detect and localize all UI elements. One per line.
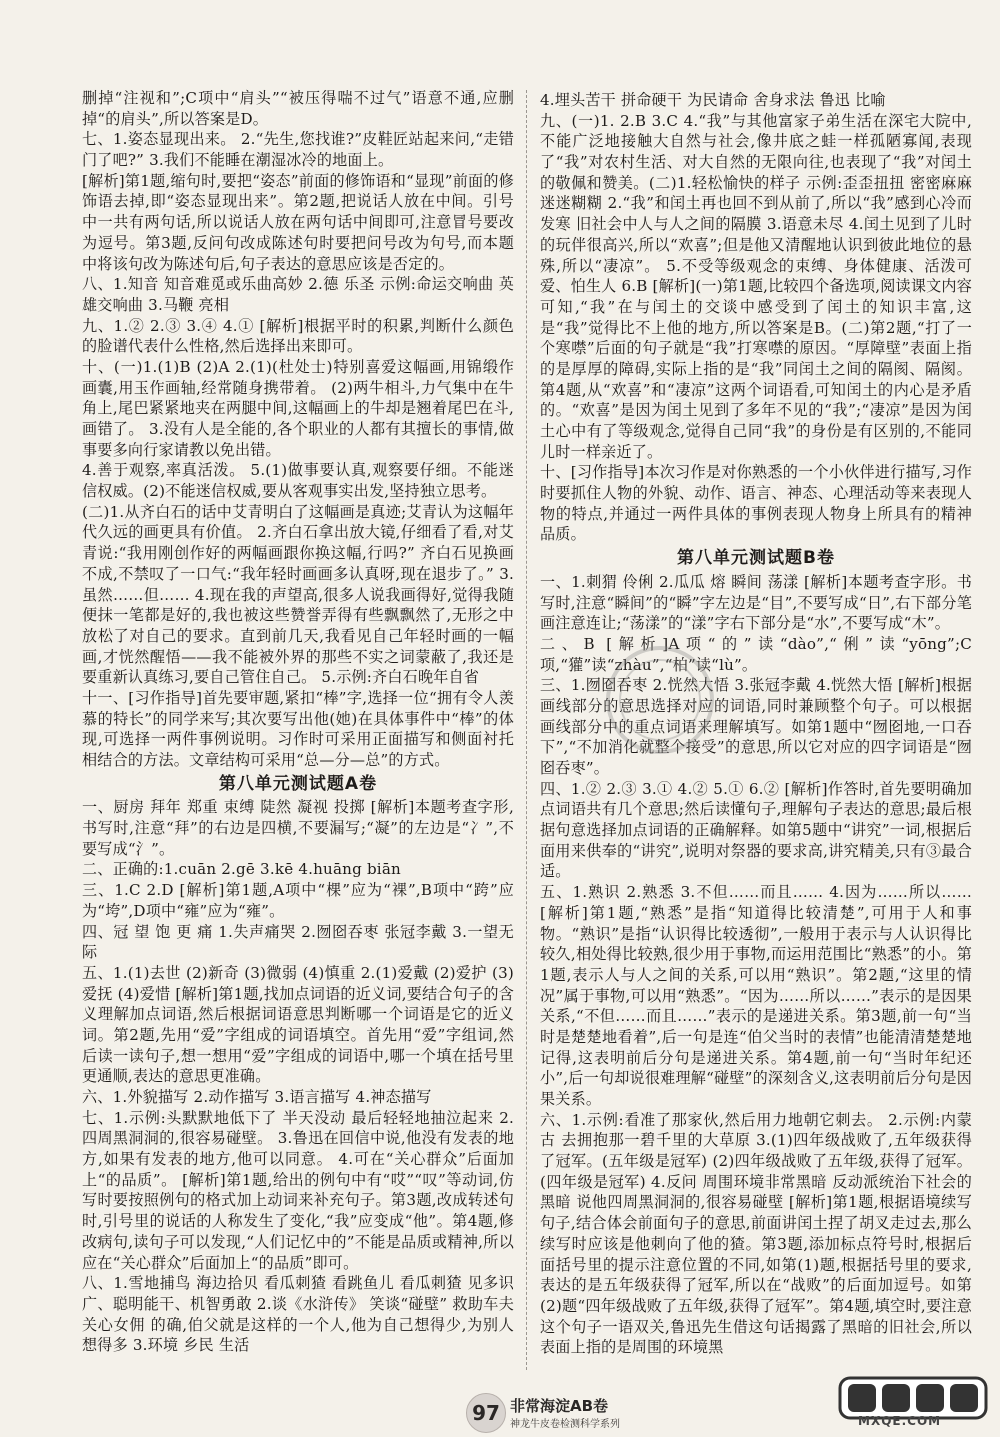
page-number: 97 <box>466 1393 506 1433</box>
answer-paragraph: 七、1.姿态显现出来。 2.“先生,您找谁?”皮鞋匠站起来问,“走错门了吧?” 3.我们不能睡在潮湿冰冷的地面上。 <box>82 130 514 170</box>
answer-paragraph: 一、厨房 拜年 郑重 束缚 陡然 凝视 投掷 [解析]本题考查字形,书写时,注意“拜”的右边是四横,不要漏写;“凝”的左边是“冫”,不要写成“氵”。 <box>82 798 514 858</box>
column-divider <box>526 90 527 1370</box>
answer-paragraph: 六、1.外貌描写 2.动作描写 3.语言描写 4.神态描写 <box>82 1088 432 1106</box>
answer-paragraph: 七、1.示例:头默默地低下了 半天没动 最后轻轻地抽泣起来 2.四周黑洞洞的,很容易碰壁。 3.鲁迅在回信中说,他没有发表的地方,如果有发表的地方,他可以同意。 4.可在“关心群众”后面加上“的品质”。 [解析]第1题,给出的例句中有“哎”“叹”等动词,仿写时要按照例句的格式加上动词来补充句子。第3题,改成转述句时,引号里的说话的人称发生了变化,“我”应变成“他”。第4题,修改病句,读句子可以发现,“人们记忆中的”不能是品质或精神,所以应在“关心群众”后面加上“的品质”即可。 <box>82 1108 514 1272</box>
answer-paragraph: 九、1.② 2.③ 3.④ 4.① [解析]根据平时的积累,判断什么颜色的脸谱代表什么性格,然后选择出来即可。 <box>82 316 514 356</box>
left-answer-column <box>82 88 514 1356</box>
answer-paragraph: 九、(一)1. 2.B 3.C 4.“我”与其他富家子弟生活在深宅大院中,不能广泛地接触大自然与社会,像井底之蛙一样孤陋寡闻,表现了“我”对农村生活、对大自然的无限向往,也表现了“我”对闰土的敬佩和赞美。(二)1.轻松愉快的样子 示例:歪歪扭扭 密密麻麻 迷迷糊糊 2.“我”和闰土再也回不到从前了,所以“我”感到心冷而发寒 旧社会中人与人之间的隔膜 3.语意未尽 4.闰土见到了儿时的玩伴很高兴,所以“欢喜”;但是他又清醒地认识到彼此地位的悬殊,所以“凄凉”。 5.不受等级观念的束缚、身体健康、活泼可爱、怕生人 6.B [解析](一)第1题,比较四个备选项,阅读课文内容可知,“我”在与闰土的交谈中感受到了闰土的知识丰富,这是“我”觉得比不上他的地方,所以答案是B。(二)第2题,“打了一个寒噤”后面的句子就是“我”打寒噤的原因。“厚障壁”表面上指的是厚厚的障碍,实际上指的是“我”同闰土之间的隔阂、隔阂。第4题,从“欢喜”和“凄凉”这两个词语看,可知闰土的内心是矛盾的。“欢喜”是因为闰土见到了多年不见的“我”;“凄凉”是因为闰土心中有了等级观念,觉得自己同“我”的身份是有区别的,不能同儿时一样亲近了。 <box>540 111 972 461</box>
faint-stamp-watermark <box>600 640 720 760</box>
section-heading: 第八单元测试题A卷 <box>218 773 378 794</box>
answer-paragraph: 八、1.雪地捕鸟 海边拾贝 看瓜刺猹 看跳鱼儿 看瓜刺猹 见多识广、聪明能干、机智勇敢 2.谈《水浒传》 笑谈“碰壁” 救助车夫 关心女佣 的确,伯父就是这样的一个人,他为自己想得少,为别人想得多 3.环境 乡民 生活 <box>82 1274 514 1355</box>
answer-paragraph: 十一、[习作指导]首先要审题,紧扣“棒”字,选择一位“拥有令人羡慕的特长”的同学来写;其次要写出他(她)在具体事件中“棒”的体现,可选择一两件事例说明。习作时可采用正面描写和侧面衬托相结合的方法。文章结构可采用“总—分—总”的方式。 <box>82 688 514 769</box>
answer-paragraph: 八、1.知音 知音难觅或乐曲高妙 2.德 乐圣 示例:命运交响曲 英雄交响曲 3.马鞭 亮相 <box>82 275 514 314</box>
answer-paragraph: [解析]第1题,缩句时,要把“姿态”前面的修饰语和“显现”前面的修饰语去掉,即“姿态显现出来”。第2题,把说话人放在中间。引号中一共有两句话,所以说话人放在两句话中间即可,注意冒号要改为逗号。第3题,反问句改成陈述句时要把问号改为句号,而本题中将该句改为陈述句后,句子表达的意思应该是否定的。 <box>82 171 514 273</box>
answer-paragraph: 4.善于观察,率真活泼。 5.(1)做事要认真,观察要仔细。不能迷信权威。(2)不能迷信权威,要从客观事实出发,坚持独立思考。 <box>82 461 514 501</box>
answer-paragraph: 三、1.囫囵吞枣 2.恍然大悟 3.张冠李戴 4.恍然大悟 [解析]根据画线部分的意思选择对应的词语,同时兼顾整个句子。可以根据画线部分中的重点词语来理解填写。如第1题中“囫囵地,一口吞下”,“不加消化就整个接受”的意思,所以它对应的四字词语是“囫囵吞枣”。 <box>540 676 972 777</box>
answer-paragraph: 五、1.(1)去世 (2)新奇 (3)微弱 (4)慎重 2.(1)爱戴 (2)爱护 (3)爱抚 (4)爱惜 [解析]第1题,找加点词语的近义词,要结合句子的含义理解加点词语,然后根据词语意思判断哪一个词语是它的近义词。第2题,先用“爱”字组成的词语填空。首先用“爱”字组词,然后读一读句子,想一想用“爱”字组成的词语中,哪一个填在括号里更通顺,表达的意思更准确。 <box>82 963 514 1086</box>
answer-paragraph: 十、[习作指导]本次习作是对你熟悉的一个小伙伴进行描写,习作时要抓住人物的外貌、动作、语言、神态、心理活动等来表现人物的特点,并通过一两件具体的事例表现人物身上所具有的精神品质。 <box>540 463 972 544</box>
answer-paragraph: 四、1.② 2.③ 3.① 4.② 5.① 6.② [解析]作答时,首先要明确加点词语共有几个意思;然后读懂句子,理解句子表达的意思;最后根据句意选择加点词语的正确解释。如第5题中“讲究”一词,根据后面用来供奉的“讲究”,说明对祭器的要求高,讲究精美,只有③最合适。 <box>540 779 972 881</box>
series-subtitle: 神龙牛皮卷检测科学系列 <box>510 1419 620 1430</box>
answer-paragraph: 十、(一)1.(1)B (2)A 2.(1)(杜处士)特别喜爱这幅画,用锦缎作画囊,用玉作画轴,经常随身携带着。 (2)两牛相斗,力气集中在牛角上,尾巴紧紧地夹在两腿中间,这幅画上的牛却是翘着尾巴在斗,画错了。 3.没有人是全能的,各个职业的人都有其擅长的事情,做事要多向行家请教以免出错。 <box>82 357 514 459</box>
answer-paragraph: 删掉“注视和”;C项中“肩头”“被压得喘不过气”语意不通,应删掉“的肩头”,所以答案是D。 <box>82 89 514 128</box>
answer-paragraph: 4.埋头苦干 拼命硬干 为民请命 舍身求法 鲁迅 比喻 <box>540 91 886 109</box>
answer-paragraph: 五、1.熟识 2.熟悉 3.不但……而且…… 4.因为……所以…… [解析]第1题,“熟悉”是指“知道得比较清楚”,可用于人和事物。“熟识”是指“认识得比较透彻”,一般用于表示与人认识得比较久,相处得比较熟,很少用于事物,而运用范围比“熟悉”的小。第1题,表示人与人之间的关系,可以用“熟识”。第2题,“这里的情况”属于事物,可以用“熟悉”。“因为……所以……”表示的是因果关系,“不但……而且……”表示的是递进关系。第3题,前一句“当时是楚楚地看着”,后一句是连“伯父当时的表情”也能清清楚楚地记得,这表明前后分句是递进关系。第4题,前一句“当时年纪还小”,后一句却说很难理解“碰壁”的深刻含义,这表明前后分句是因果关系。 <box>540 883 972 1108</box>
answer-paragraph: 三、1.C 2.D [解析]第1题,A项中“棵”应为“裸”,B项中“跨”应为“垮”,D项中“雍”应为“雍”。 <box>82 881 514 920</box>
answer-paragraph: 一、1.刺猬 伶俐 2.瓜瓜 熔 瞬间 荡漾 [解析]本题考查字形。书写时,注意“瞬间”的“瞬”字左边是“目”,不要写成“日”,右下部分笔画注意连让;“荡漾”的“漾”字右下部分是“水”,不要写成“木”。 <box>540 572 972 633</box>
watermark-url: MXQE.COM <box>858 1414 942 1428</box>
page-footer <box>460 1393 900 1437</box>
answer-paragraph: 六、1.示例:看准了那家伙,然后用力地朝它刺去。 2.示例:内蒙古 去拥抱那一碧千里的大草原 3.(1)四年级战败了,五年级获得了冠军。(五年级是冠军) (2)四年级战败了五年级,获得了冠军。(四年级是冠军) 4.反问 周围环境非常黑暗 反动派统治下社会的黑暗 说他四周黑洞洞的,很容易碰壁 [解析]第1题,根据语境续写句子,结合体会前面句子的意思,前面讲闰土捏了胡叉走过去,那么续写时应该是他刺向了他的猹。第3题,添加标点符号时,根据后面括号里的提示注意位置的不同,如第(1)题,根据括号里的要求,表达的是五年级获得了冠军,所以在“战败”的后面加逗号。如第(2)题“四年级战败了五年级,获得了冠军”。第4题,填空时,要注意这个句子一语双关,鲁迅先生借这句话揭露了黑暗的旧社会,所以表面上指的是周围的环境黑 <box>540 1110 972 1357</box>
answer-paragraph: 二、B [解析]A项“的”读“dào”,“俐”读“yōng”;C项,“獾”读“zhàu”,“柏”读“lù”。 <box>540 634 972 674</box>
answer-paragraph: (二)1.从齐白石的话中艾青明白了这幅画是真迹;艾青认为这幅年代久远的画更具有价值。 2.齐白石拿出放大镜,仔细看了看,对艾青说:“我用刚创作好的两幅画跟你换这幅,行吗?” 齐白石见换画不成,不禁叹了一口气:“我年轻时画画多认真呀,现在退步了。” 3.虽然……但…… 4.现在我的声望高,很多人说我画得好,觉得我随便抹一笔都是好的,我也被这些赞誉弄得有些飘飘然了,无形之中放松了对自己的要求。直到前几天,我看见自己年轻时画的一幅画,才恍然醒悟——我不能被外界的那些不实之词蒙蔽了,我还是要重新认真练习,要自己管住自己。 5.示例:齐白石晚年自省 <box>82 502 514 687</box>
answer-paragraph: 二、正确的:1.cuān 2.gē 3.kē 4.huāng biān <box>82 860 401 879</box>
answer-paragraph: 四、冠 望 饱 更 痛 1.失声痛哭 2.囫囵吞枣 张冠李戴 3.一望无际 <box>82 922 514 962</box>
section-heading: 第八单元测试题B卷 <box>677 548 835 569</box>
series-title: 非常海淀AB卷 <box>510 1397 609 1415</box>
